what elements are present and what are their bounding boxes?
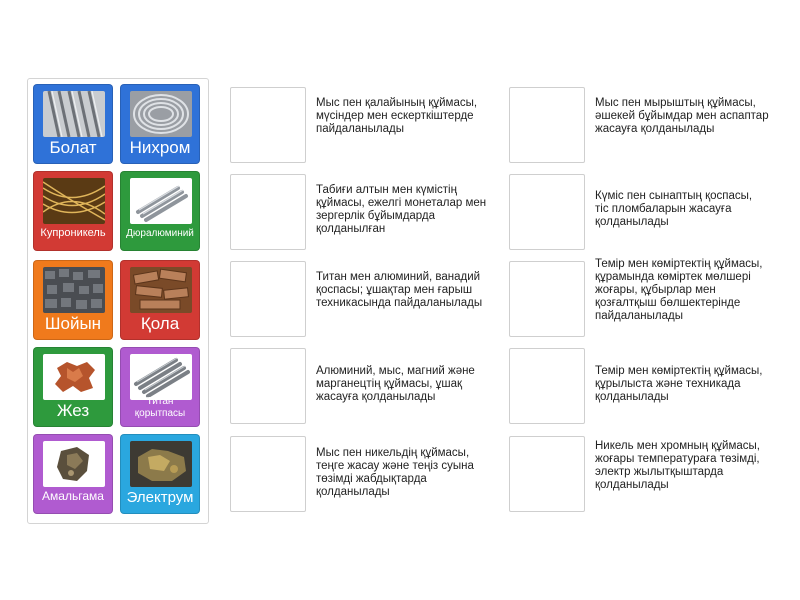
description-text: Никель мен хромның құймасы, жоғары температураға төзімді, электр жылытқыштарда қолданылады [595,440,760,491]
description-text: Алюминий, мыс, магний және марганецтің құймасы, ұшақ жасауға қолданылады [316,365,475,403]
description-text: Мыс пен қалайының құймасы, мүсіндер мен ескерткіштерде пайдаланылады [316,97,478,135]
description-text: Күміс пен сынаптың қоспасы, тіс пломбаларын жасауға қолданылады [595,190,753,228]
description-text: Темір мен көміртектің құймасы, құрамында көміртек мөлшері жоғары, құбырлар мен қозғалтқыш бөлшектерінде пайдаланылады [595,258,763,322]
tile-zhez[interactable] [33,347,113,427]
steel-cable-icon [43,91,105,137]
tile-qola[interactable] [120,260,200,340]
description-text: Табиғи алтын мен күмістің құймасы, ежелгі монеталар мен зергерлік бұйымдарда қолданылған [316,184,487,235]
tile-label: Болат [49,138,97,157]
tile-kupronikel[interactable] [33,171,113,251]
drop-slot[interactable] [230,87,306,163]
drop-slot[interactable] [509,348,585,424]
bronze-bars-icon [130,267,192,313]
tile-label: Жез [56,401,90,420]
drop-slot[interactable] [509,261,585,337]
tile-label: Дюралюминий [126,228,194,239]
tile-label: Қола [140,314,180,333]
tile-elektrum[interactable] [120,434,200,514]
tile-label: Электрум [126,489,194,506]
drop-slot[interactable] [509,436,585,512]
description-text: Темір мен көміртектің құймасы, құрылыста және техникада қолданылады [595,365,763,403]
tile-label: Амальгама [42,489,104,503]
aluminum-rods-icon [130,178,192,224]
tile-label: Купроникель [40,227,106,239]
drop-slot[interactable] [230,174,306,250]
description-text: Титан мен алюминий, ванадий қоспасы; ұшақтар мен ғарыш техникасында пайдаланылады [316,271,483,309]
tile-dyuralyuminiy[interactable] [120,171,200,251]
electrum-nugget-icon [130,441,192,487]
drop-slot[interactable] [230,261,306,337]
tile-amalgama[interactable] [33,434,113,514]
tile-shoyin[interactable] [33,260,113,340]
drop-slot[interactable] [230,348,306,424]
tile-nikhrom[interactable] [120,84,200,164]
copper-wire-icon [43,178,105,224]
brass-nugget-icon [43,354,105,400]
description-text: Мыс пен мырыштың құймасы, әшекей бұйымдар мен аспаптар жасауға қолданылады [595,97,769,135]
drop-slot[interactable] [509,87,585,163]
amalgam-stone-icon [43,441,105,487]
tile-label: Титан қорытпасы [134,396,186,419]
drop-slot[interactable] [230,436,306,512]
tile-label: Нихром [129,138,191,157]
drop-slot[interactable] [509,174,585,250]
description-text: Мыс пен никельдің құймасы, теңге жасау және теңіз суына төзімді жабдықтарда қолданылады [316,447,474,498]
nichrome-wire-icon [130,91,192,137]
tile-label: Шойын [44,314,102,333]
tile-titan[interactable] [120,347,200,427]
titanium-rods-icon [130,354,192,400]
cast-iron-icon [43,267,105,313]
tile-bolat[interactable] [33,84,113,164]
